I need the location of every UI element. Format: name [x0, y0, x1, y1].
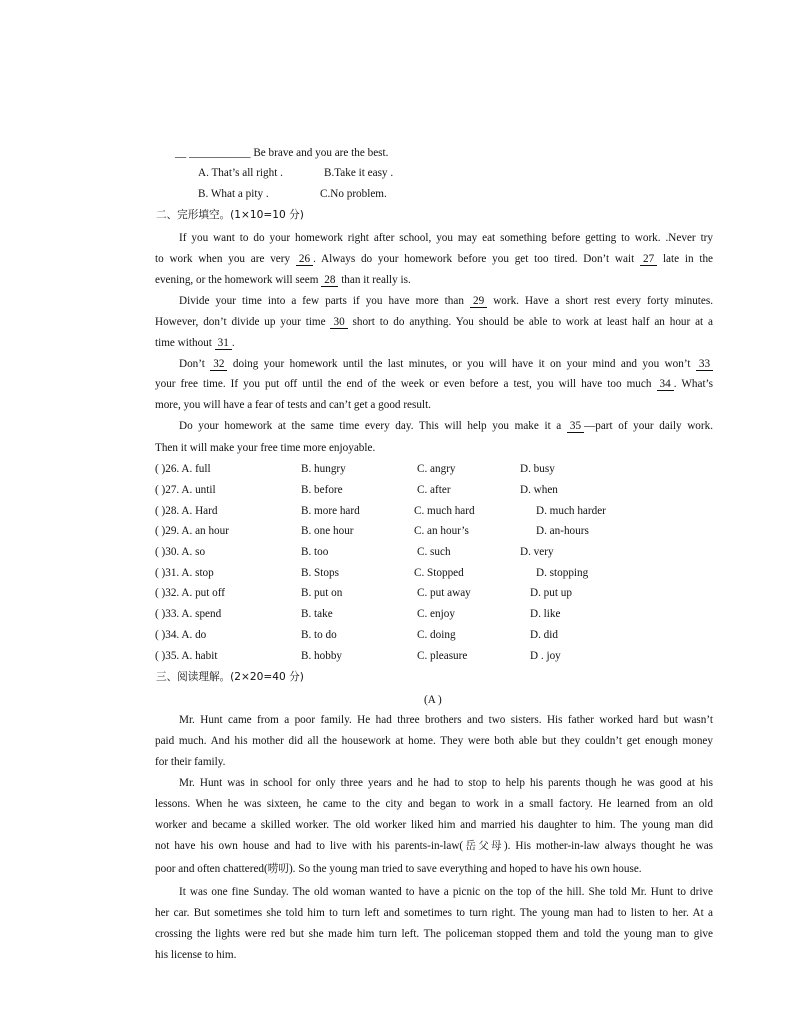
reading-paragraph-1-line-2: paid much. And his mother did all the housework at home. They were both able but they couldn’t get enough money [155, 735, 713, 747]
reading-paragraph-2-line-2: lessons. When he was sixteen, he came to the city and began to work in a small factory. He learned from an old [155, 798, 713, 810]
question-29-option-d: D. an-hours [536, 525, 589, 537]
cloze-paragraph-2-line-2: However, don’t divide up your time 30 short to do anything. You should be able to work at least half an hour at a [155, 316, 713, 328]
question-34-option-d: D. did [530, 629, 558, 641]
question-32-option-c: C. put away [417, 587, 471, 599]
blank-26: 26 [296, 253, 313, 266]
cloze-paragraph-4-line-1: Do your homework at the same time every day. This will help you make it a 35 —part of your daily work. [179, 420, 714, 432]
question-35-option-b: B. hobby [301, 650, 343, 662]
reading-paragraph-2-line-3: worker and became a skilled worker. The old worker liked him and married his daughter to him. The young man did [155, 819, 713, 831]
question-27-option-b: B. before [301, 484, 343, 496]
question-32-option-b: B. put on [301, 587, 343, 599]
dialog-option-b: B.Take it easy . [324, 167, 394, 179]
question-31-option-c: C. Stopped [414, 567, 464, 579]
cloze-paragraph-3-line-1: Don’t 32 doing your homework until the last minutes, or you will have it on your mind and you won’t 33 [155, 357, 713, 385]
question-27-option-d: D. when [520, 484, 558, 496]
blank-34: 34 [657, 378, 674, 391]
cloze-paragraph-2-line-1: Divide your time into a few parts if you have more than 29 work. Have a short rest every forty minutes. [179, 295, 714, 307]
question-32: ( )32. A. put off [155, 587, 226, 599]
question-28-option-c: C. much hard [414, 505, 475, 517]
question-30-option-d: D. very [520, 546, 554, 558]
question-29-option-b: B. one hour [301, 525, 354, 537]
question-34-option-c: C. doing [417, 629, 456, 641]
question-34-option-b: B. to do [301, 629, 337, 641]
question-33-option-b: B. take [301, 608, 333, 620]
question-30-option-b: B. too [301, 546, 329, 558]
cjk-gloss: 唠叨 [267, 863, 289, 875]
question-33-option-d: D. like [530, 608, 561, 620]
answer-blank: __ [175, 147, 189, 159]
reading-paragraph-2-line-5: poor and often chattered(唠叨). So the young man tried to save everything and hoped to have his own house. [155, 863, 642, 875]
question-35: ( )35. A. habit [155, 650, 218, 662]
question-34: ( )34. A. do [155, 629, 207, 641]
blank-35: 35 [567, 420, 584, 433]
question-30-option-c: C. such [417, 546, 451, 558]
cloze-paragraph-1-line-2: to work when you are very 26 . Always do your homework before you get too tired. Don’t wait 27 late in the [155, 253, 714, 265]
cloze-paragraph-3-line-2: your free time. If you put off until the end of the week or even before a test, you will have too much 34 . What’s [155, 378, 714, 390]
question-26-option-d: D. busy [520, 463, 555, 475]
reading-paragraph-3-line-1: It was one fine Sunday. The old woman wanted to have a picnic on the top of the hill. She told Mr. Hunt to drive [179, 886, 713, 898]
reading-paragraph-3-line-2: her car. But sometimes she told him to turn left and sometimes to turn right. The young man had to listen to her. At a [155, 907, 713, 919]
blank-28: 28 [321, 274, 338, 287]
question-31-option-b: B. Stops [301, 567, 339, 579]
cloze-paragraph-3-line-3: more, you will have a fear of tests and can’t get a good result. [155, 399, 431, 411]
question-32-option-d: D. put up [530, 587, 572, 599]
question-26-option-c: C. angry [417, 463, 456, 475]
question-28-option-d: D. much harder [536, 505, 606, 517]
blank-29: 29 [470, 295, 487, 308]
dialog-line: Be brave and you are the best. [253, 147, 389, 159]
question-27: ( )27. A. until [155, 484, 216, 496]
reading-paragraph-1-line-1: Mr. Hunt came from a poor family. He had three brothers and two sisters. His father worked hard but wasn’t [179, 714, 713, 726]
reading-paragraph-3-line-3: crossing the lights were red but she made him turn left. The policeman stopped them and told the young man to give [155, 928, 713, 940]
question-31-option-d: D. stopping [536, 567, 589, 579]
section-heading-cloze: 二、完形填空。(1×10=10 分) [156, 209, 304, 221]
dialog-option-a: A. That’s all right . [198, 167, 283, 179]
question-35-option-d: D . joy [530, 650, 561, 662]
question-33-option-c: C. enjoy [417, 608, 455, 620]
reading-paragraph-3-line-4: his license to him. [155, 949, 237, 961]
question-28: ( )28. A. Hard [155, 505, 218, 517]
reading-paragraph-2-line-4: not have his own house and had to live with his parents-in-law(岳父母). His mother-in-law always thought he was [155, 840, 714, 852]
cloze-paragraph-1-line-1: If you want to do your homework right after school, you may eat something before getting to work. .Never try [179, 232, 713, 244]
passage-label: (A ) [424, 694, 442, 706]
question-30: ( )30. A. so [155, 546, 206, 558]
question-28-option-b: B. more hard [301, 505, 360, 517]
question-31: ( )31. A. stop [155, 567, 214, 579]
reading-paragraph-2-line-1: Mr. Hunt was in school for only three years and he had to stop to help his parents though he was good at his [179, 777, 713, 789]
question-35-option-c: C. pleasure [417, 650, 468, 662]
cloze-paragraph-4-line-2: Then it will make your free time more enjoyable. [155, 442, 376, 454]
blank-32: 32 [210, 358, 227, 371]
dialog-option-c: C.No problem. [320, 188, 387, 200]
question-26-option-b: B. hungry [301, 463, 346, 475]
dialog-option-b2: B. What a pity . [198, 188, 269, 200]
reading-paragraph-1-line-3: for their family. [155, 756, 226, 768]
blank-31: 31 [215, 337, 232, 350]
question-33: ( )33. A. spend [155, 608, 222, 620]
blank-27: 27 [640, 253, 657, 266]
question-27-option-c: C. after [417, 484, 451, 496]
cloze-paragraph-1-line-3: evening, or the homework will seem 28 than it really is. [155, 274, 411, 286]
section-heading-reading: 三、阅读理解。(2×20=40 分) [156, 671, 304, 683]
cjk-gloss: 岳父母 [463, 840, 504, 852]
cloze-paragraph-2-line-3: time without 31 . [155, 337, 235, 349]
dialog-item [175, 146, 388, 160]
answer-blank-long: ___________ [188, 147, 251, 159]
blank-30: 30 [330, 316, 347, 329]
question-26: ( )26. A. full [155, 463, 211, 475]
question-29-option-c: C. an hour’s [414, 525, 469, 537]
blank-33: 33 [696, 358, 713, 371]
question-29: ( )29. A. an hour [155, 525, 229, 537]
